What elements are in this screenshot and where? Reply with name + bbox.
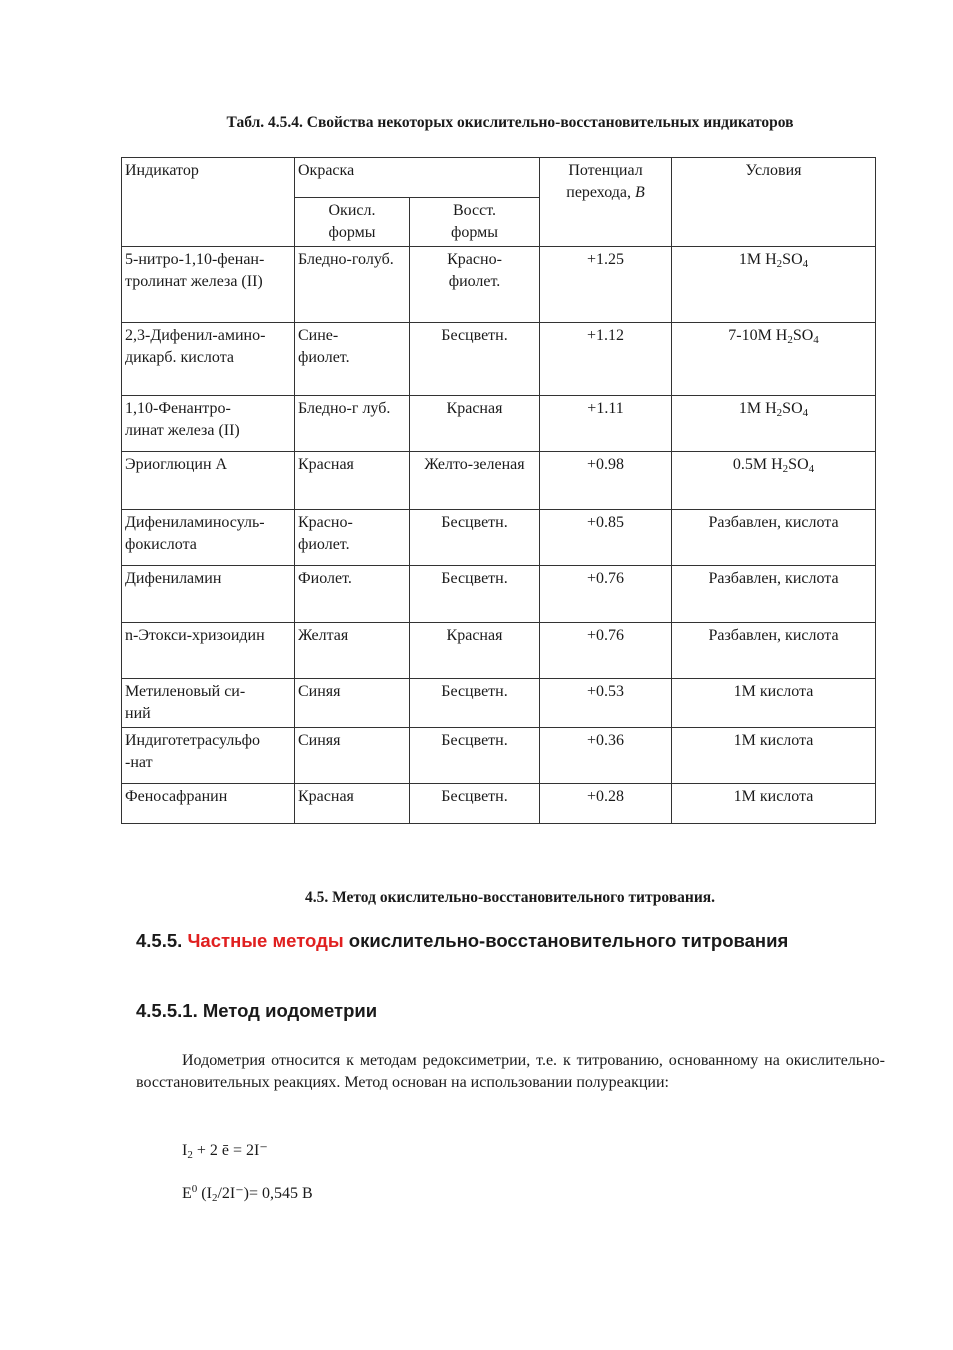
cell-red: Бесцветн.: [410, 566, 540, 623]
table-row: [122, 784, 876, 824]
table-row: [122, 679, 876, 728]
cell-red: Бесцветн.: [410, 728, 540, 784]
cell-potential: +0.28: [540, 784, 672, 824]
formula-standard-potential: $E^0$ $(I_2/2I^-)= 0,545$ В: [182, 1183, 313, 1204]
cell-conditions: Разбавлен, кислота: [672, 510, 876, 566]
cell-red: Бесцветн.: [410, 510, 540, 566]
cell-indicator: Дифениламин: [122, 566, 295, 623]
cell-indicator: n-Этокси-хризоидин: [122, 623, 295, 679]
cell-ox: Синяя: [295, 679, 410, 728]
cell-ox: Желтая: [295, 623, 410, 679]
cell-potential: +0.98: [540, 452, 672, 510]
cell-indicator: 5-нитро-1,10-фенан- тролинат железа (II): [122, 247, 295, 323]
cell-conditions: 1M кислота: [672, 679, 876, 728]
cell-potential: +1.25: [540, 247, 672, 323]
table-row: [122, 728, 876, 784]
table-caption: Табл. 4.5.4. Свойства некоторых окислительно-восстановительных индикаторов: [226, 114, 794, 131]
subsubsection-title: 4.5.5.1. Метод иодометрии: [136, 1000, 378, 1021]
table-row: [122, 510, 876, 566]
cell-ox: Сине- фиолет.: [295, 323, 410, 396]
table-row: [122, 566, 876, 623]
cell-conditions: 1M $H_2SO_4$: [672, 396, 876, 452]
cell-indicator: 1,10-Фенантро- линат железа (II): [122, 396, 295, 452]
cell-ox: Синяя: [295, 728, 410, 784]
cell-potential: +0.76: [540, 623, 672, 679]
cell-conditions: Разбавлен, кислота: [672, 623, 876, 679]
cell-potential: +0.76: [540, 566, 672, 623]
cell-red: Бесцветн.: [410, 679, 540, 728]
cell-indicator: Дифениламиносуль- фокислота: [122, 510, 295, 566]
cell-potential: +0.85: [540, 510, 672, 566]
cell-potential: +0.36: [540, 728, 672, 784]
cell-ox: Фиолет.: [295, 566, 410, 623]
cell-red: Красная: [410, 623, 540, 679]
cell-conditions: 1M $H_2SO_4$: [672, 247, 876, 323]
cell-indicator: Эриоглюцин А: [122, 452, 295, 510]
header-red-form: Восст. формы: [410, 198, 540, 247]
cell-conditions: 1M кислота: [672, 784, 876, 824]
cell-red: Красная: [410, 396, 540, 452]
subsection-title: [136, 930, 788, 952]
cell-indicator: Метиленовый си- ний: [122, 679, 295, 728]
cell-indicator: Индиготетрасульфо -нат: [122, 728, 295, 784]
subsection-number: 4.5.5.: [136, 930, 188, 951]
header-potential: Потенциал перехода, В: [540, 158, 672, 247]
cell-conditions: 1M кислота: [672, 728, 876, 784]
table-row: [122, 452, 876, 510]
cell-conditions: Разбавлен, кислота: [672, 566, 876, 623]
cell-indicator: 2,3-Дифенил-амино- дикарб. кислота: [122, 323, 295, 396]
cell-red: Бесцветн.: [410, 323, 540, 396]
cell-red: Желто-зеленая: [410, 452, 540, 510]
cell-ox: Бледно-голуб.: [295, 247, 410, 323]
subsection-rest: окислительно-восстановительного титрования: [343, 930, 789, 951]
formula-half-reaction: $I_2 + 2$ ē = 2I⁻: [182, 1142, 268, 1161]
cell-potential: +1.11: [540, 396, 672, 452]
table-row: [122, 396, 876, 452]
cell-indicator: Феносафранин: [122, 784, 295, 824]
cell-ox: Бледно-г луб.: [295, 396, 410, 452]
header-indicator: Индикатор: [122, 158, 295, 247]
table-row: [122, 623, 876, 679]
cell-red: Бесцветн.: [410, 784, 540, 824]
indicator-table: [121, 157, 876, 824]
table-row: [122, 323, 876, 396]
cell-conditions: 0.5M $H_2SO_4$: [672, 452, 876, 510]
body-paragraph: Иодометрия относится к методам редоксиметрии, т.е. к титрованию, основанному на окислительно-восстановительных реакциях. Метод основан на использовании полуреакции:: [136, 1052, 885, 1091]
header-conditions: Условия: [672, 158, 876, 247]
cell-potential: +1.12: [540, 323, 672, 396]
header-ox-form: Окисл. формы: [295, 198, 410, 247]
header-color: Окраска: [295, 158, 540, 198]
table-row: [122, 247, 876, 323]
cell-red: Красно- фиолет.: [410, 247, 540, 323]
cell-conditions: 7-10M $H_2SO_4$: [672, 323, 876, 396]
cell-potential: +0.53: [540, 679, 672, 728]
subsection-highlight: Частные методы: [187, 930, 344, 951]
section-title: 4.5. Метод окислительно-восстановительного титрования.: [304, 889, 716, 906]
cell-ox: Красно- фиолет.: [295, 510, 410, 566]
cell-ox: Красная: [295, 452, 410, 510]
cell-ox: Красная: [295, 784, 410, 824]
